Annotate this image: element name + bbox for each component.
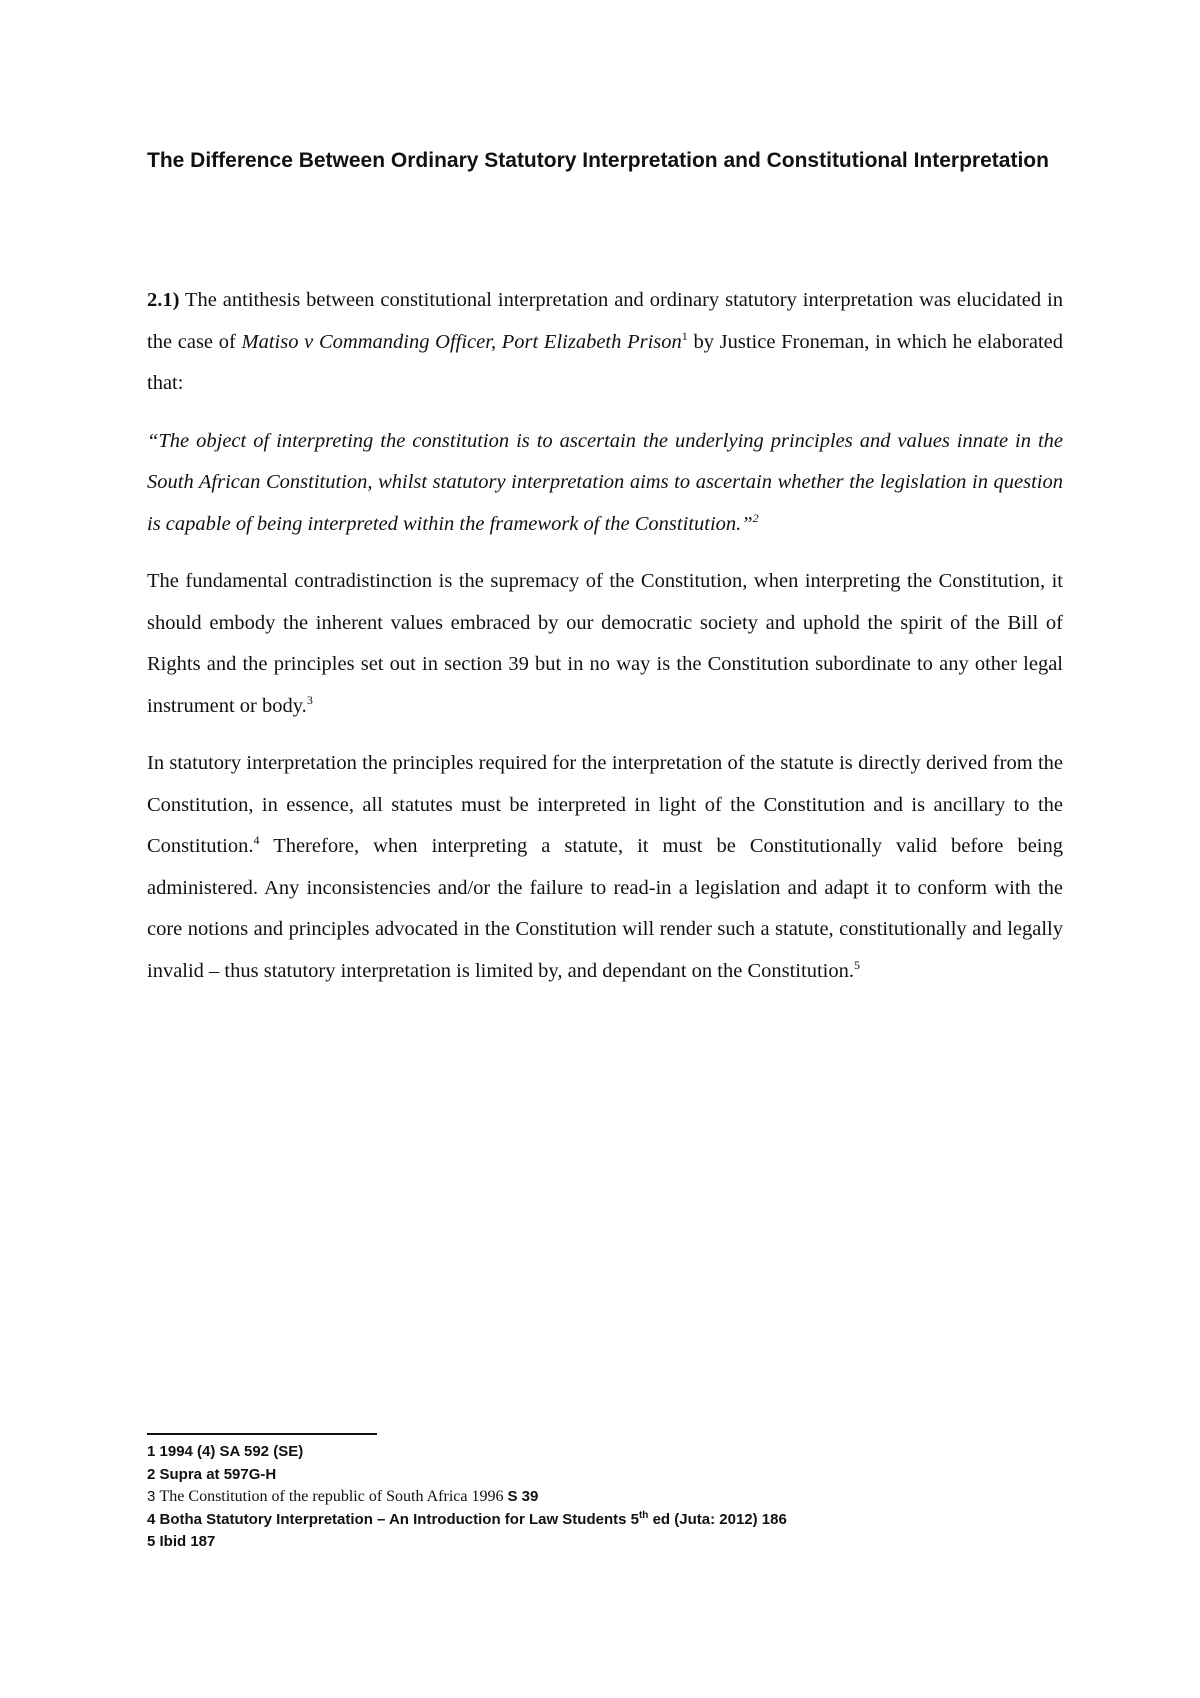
footnote-text: Botha Statutory Interpretation – An Introduction for Law Students 5: [159, 1510, 639, 1528]
paragraph-number: 2.1): [147, 289, 180, 311]
paragraph-text: The antithesis between constitutional interpretation and ordinary statutory interpretation was elucidated in the case of: [147, 289, 1063, 353]
paragraph-statutory: [147, 743, 1063, 992]
footnote-ref-3[interactable]: 3: [306, 692, 313, 707]
footnote-2: [147, 1464, 1047, 1487]
paragraph-supremacy: [147, 561, 1063, 727]
paragraph-2-1: [147, 280, 1063, 405]
footnote-5: [147, 1531, 1047, 1554]
footnote-ref-4[interactable]: 4: [253, 833, 260, 848]
paragraph-text: Therefore, when interpreting a statute, it must be Constitutionally valid before being administered. Any inconsistencies and/or the failure to read-in a legislation and adapt it to conform with the core notions and principles advocated in the Constitution will render such a statute, constitutionally and legally invalid – thus statutory interpretation is limited by, and dependant on the Constitution.: [147, 835, 1063, 982]
footnote-suffix: S 39: [507, 1488, 539, 1505]
footnote-number: 2: [147, 1465, 156, 1483]
paragraph-text: In statutory interpretation the principles required for the interpretation of the statute is directly derived from the Constitution, in essence, all statutes must be interpreted in light of the Constitution and is ancillary to the Constitution.: [147, 752, 1063, 857]
footnote-ref-5[interactable]: 5: [853, 957, 860, 972]
footnote-text: Ibid 187: [159, 1533, 216, 1550]
document-title: The Difference Between Ordinary Statutory Interpretation and Constitutional Interpretation: [147, 149, 1049, 172]
footnote-ref-1[interactable]: 1: [681, 328, 688, 343]
footnote-number: 1: [147, 1443, 156, 1460]
footnote-text: The Constitution of the republic of South Africa 1996: [159, 1488, 508, 1505]
footnote-separator: [147, 1433, 377, 1435]
paragraph-text: The fundamental contradistinction is the supremacy of the Constitution, when interpreting the Constitution, it should embody the inherent values embraced by our democratic society and uphold the spirit of the Bill of Rights and the principles set out in section 39 but in no way is the Constitution subordinate to any other legal instrument or body.: [147, 570, 1063, 717]
paragraph-text: by Justice Froneman, in which he elaborated that:: [147, 330, 1063, 394]
footnotes: [147, 1441, 1047, 1554]
quote-text: “The object of interpreting the constitution is to ascertain the underlying principles and values innate in the South African Constitution, whilst statutory interpretation aims to ascertain whether the legislation in question is capable of being interpreted within the framework of the Constitution.”: [147, 429, 1063, 535]
block-quote: [147, 421, 1063, 546]
footnote-text: ed (Juta: 2012) 186: [648, 1510, 787, 1528]
footnote-text: 1994 (4) SA 592 (SE): [159, 1443, 304, 1460]
footnote-1: [147, 1441, 1047, 1464]
footnote-3: [147, 1486, 1047, 1509]
footnote-4: [147, 1509, 1047, 1532]
footnote-number: 5: [147, 1533, 156, 1550]
footnote-number: 3: [147, 1488, 156, 1505]
footnote-text: Supra at 597G-H: [159, 1465, 277, 1483]
document-body: [147, 280, 1063, 1008]
footnote-number: 4: [147, 1510, 156, 1528]
footnote-ordinal: th: [638, 1509, 649, 1521]
footnote-ref-2[interactable]: 2: [752, 510, 759, 525]
case-name: Matiso v Commanding Officer, Port Elizabeth Prison: [241, 330, 682, 353]
